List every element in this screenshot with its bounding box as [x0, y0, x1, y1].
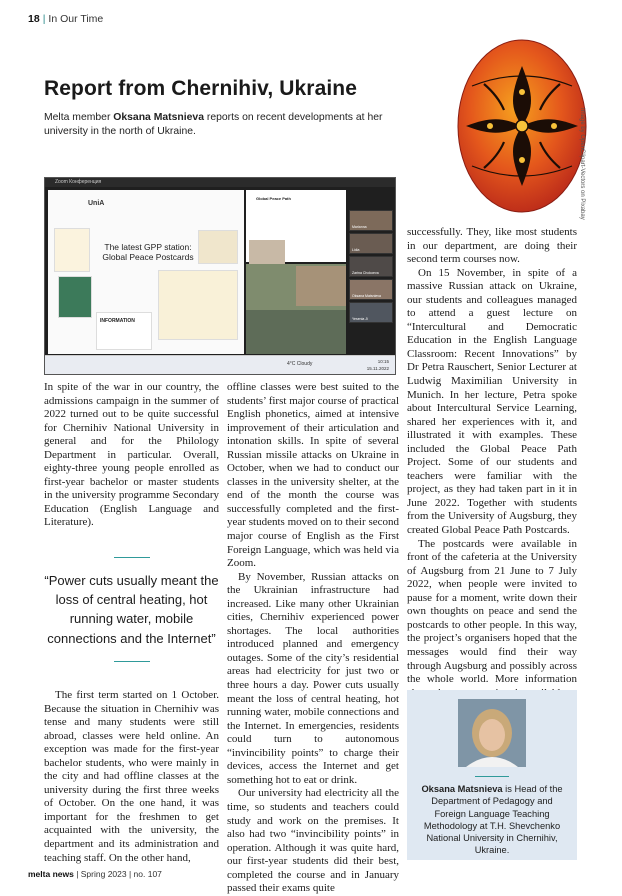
participant-name: Lidia — [352, 248, 360, 252]
author-portrait-icon — [458, 699, 526, 767]
section-name: In Our Time — [48, 13, 104, 25]
paragraph: successfully. They, like most students in our department, are doing their second term courses now. — [407, 226, 577, 266]
column-1-top — [44, 381, 219, 530]
article-title: Report from Chernihiv, Ukraine — [44, 77, 357, 100]
taskbar-clock — [367, 358, 389, 372]
column-1-bottom — [44, 689, 219, 865]
column-2 — [227, 381, 399, 896]
taskbar-weather: 4°C Cloudy — [287, 361, 313, 367]
bio-text — [415, 783, 569, 857]
paragraph-text: The postcards were available in front of the cafeteria at the University of Augsburg from 21 June to 7 July 2022, when people were invited to pause for a moment, write down their own thoughts on peace and send the postcards to other people. In this way, the project’s organisers hoped that the messages would find their way through Augsburg and possibly across the whole world. More information — [407, 537, 577, 686]
intro-author-name: Oksana Matsnieva — [113, 112, 204, 123]
photo-credit: Image by OpenClipart-Vectors on Pixabay — [579, 108, 585, 220]
slide-info-label: INFORMATION — [100, 318, 135, 324]
slide-title: The latest GPP station: Global Peace Postcards — [102, 242, 194, 262]
paragraph: By November, Russian attacks on the Ukrainian infrastructure had increased. Like many other Ukrainian cities, Chernihiv experienced power shortages. The local authorities introduced planned and emergency outages. Some of the city’s residential areas had electricity for just two or three hours a day. Power cuts usually meant the loss of central heating, hot running water, mobile connections and the Internet. In emergencies, residents could turn to autonomous “invincibility points” to charge their devices, access the Internet and get something hot to eat or drink. — [227, 570, 399, 786]
taskbar-date: 15.11.2022 — [366, 366, 389, 371]
bio-name: Oksana Matsnieva — [421, 784, 503, 794]
windows-taskbar — [45, 355, 395, 374]
postcard-3 — [198, 230, 238, 264]
participant-tile-2 — [349, 233, 393, 254]
participant-name: Oksana Matsnieva — [352, 294, 381, 298]
intro-pre: Melta member — [44, 112, 114, 123]
classroom-photo-3 — [296, 266, 346, 306]
publication-name: melta news — [28, 869, 74, 879]
page-number: 18 — [28, 13, 40, 25]
page-footer: melta news | Spring 2023 | no. 107 — [28, 869, 162, 879]
postcard-1 — [54, 228, 90, 272]
quote-rule-bottom — [114, 661, 150, 662]
intro-post: reports on recent developments at her university in the north of Ukraine. — [44, 112, 383, 137]
taskbar-time: 10:15 — [377, 359, 389, 364]
slide-logos: UniA — [88, 200, 105, 207]
header-separator: | — [42, 13, 46, 25]
participant-tile-5 — [349, 302, 393, 323]
pysanka-egg-illustration — [452, 26, 592, 220]
bio-description: is Head of the Department of Pedagogy and Foreign Language Teaching Methodology at T.H. Shevchenko National University in Chernihiv, Ukraine. — [423, 784, 563, 856]
author-bio-box — [407, 690, 577, 860]
postcard-2 — [58, 276, 92, 318]
zoom-window-title: Zoom Конференция — [45, 178, 395, 187]
participant-tile-1 — [349, 210, 393, 231]
participant-name: Zarina Chokoeva — [352, 271, 379, 275]
paragraph: Our university had electricity all the time, so students and teachers could study and work on the premises. It also had two “invincibility points” in operation. Although it was quite hard, our first-year students did their best, completed the course and in January passed their exams quite — [227, 787, 399, 895]
paragraph: The first term started on 1 October. Because the situation in Chernihiv was tense and many students were still abroad, classes were held online. An exception was made for the first-year bachelor students, who were mainly in the city and had offline classes at the university during the first three weeks of October. On the one hand, it was important for the freshmen to get acquainted with the university, the department and its administration and teaching staff. On the other hand, — [44, 689, 219, 864]
postcard-4 — [158, 270, 238, 340]
bio-rule — [475, 776, 509, 777]
paragraph: offline classes were best suited to the students’ first major course of practical English phonetics, aimed at intensive improvement of their articulation and intonation skills. In spite of several Russian missile attacks on Ukraine in October, when we had to conduct our classes in the university shelter, at the end of the month the course was successfully completed and the first-year students moved on to their second major course of English as the First Foreign Language, which was held via Zoom. — [227, 381, 399, 570]
document-title: Global Peace Path — [256, 196, 291, 201]
participant-name: Yesenia Ji — [352, 317, 368, 321]
paragraph — [407, 538, 577, 714]
participant-tile-4 — [349, 279, 393, 300]
column-3 — [407, 226, 577, 714]
participant-name: Marianna — [352, 225, 367, 229]
author-avatar — [458, 699, 526, 767]
classroom-photo-4 — [246, 310, 346, 354]
paragraph: On 15 November, in spite of a massive Russian attack on Ukraine, our students and colleagues managed to attend a guest lecture on “Intercultural and Democratic Education in the English Language Classroom: Recent Innovations” by Dr Petra Rauschert, Senior Lecturer at Ludwig Maximilian University in Munich. In her lecture, Petra spoke about Intercultural Service Learning, shared her experiences with it, and illustrated it with examples. These included the Global Peace Path Project. Some of our students and teachers were familiar with the project, as they had taken part in it in June 2022. Together with students from the University of Augsburg, they created Global Peace Path Postcards. — [407, 266, 577, 537]
presentation-slide — [48, 190, 244, 354]
zoom-screenshot — [44, 177, 396, 375]
article-intro — [44, 111, 404, 138]
pull-quote-box — [44, 557, 219, 662]
pull-quote: “Power cuts usually meant the loss of central heating, hot running water, mobile connections and the Internet” — [44, 573, 219, 646]
page-header — [28, 13, 103, 25]
participant-tile-3 — [349, 256, 393, 277]
issue-info: Spring 2023 | no. 107 — [80, 869, 162, 879]
paragraph: In spite of the war in our country, the admissions campaign in the summer of 2022 turned out to be quite successful for Chernihiv National University in general and for the Philology Department in particular. Overall, eighty-three young people enrolled as first-year bachelor or master students in the university programme Secondary Education (English Language and Literature). — [44, 381, 219, 529]
